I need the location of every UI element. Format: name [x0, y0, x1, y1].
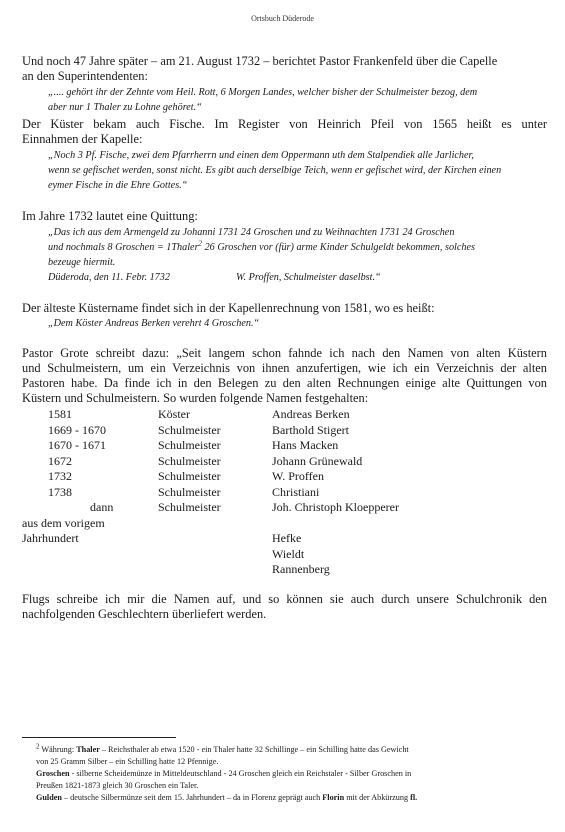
paragraph-line: nachfolgenden Geschlechtern überliefert werden.	[22, 607, 267, 621]
quote-line: eymer Fische in die Ehre Gottes.“	[48, 180, 188, 191]
quote-3	[48, 225, 548, 285]
paragraph-4: Der älteste Küstername findet sich in der Kapellenrechnung von 1581, wo es heißt:	[22, 301, 435, 315]
signature: W. Proffen, Schulmeister daselbst.“	[236, 272, 381, 283]
paragraph-line: Der Küster bekam auch Fische. Im Register von Heinrich Pfeil von 1565 heißt es unter	[22, 117, 547, 131]
footnote-line	[36, 792, 536, 804]
footnote-line	[36, 768, 536, 780]
paragraph-line: Flugs schreibe ich mir die Namen auf, und so können sie auch durch unsere Schulchronik den	[22, 592, 547, 606]
quote-line: aber nur 1 Thaler zu Lohne gehöret.“	[48, 102, 202, 113]
name-cell: Joh. Christoph Kloepperer	[272, 500, 399, 514]
name-cell: Christiani	[272, 484, 320, 499]
name-cell: Wieldt	[272, 546, 305, 561]
footnote-term: Thaler	[76, 745, 100, 754]
quote-line: „.... gehört ihr der Zehnte vom Heil. Rott, 6 Morgen Landes, welcher bisher der Schulmeister bezog, dem	[48, 87, 478, 98]
footnote-text: mit der Abkürzung	[344, 793, 411, 802]
name-cell: Barthold Stigert	[272, 422, 349, 437]
quote-line	[48, 240, 548, 255]
paragraph-6	[22, 592, 547, 622]
name-cell: Rannenberg	[272, 562, 330, 576]
quote-line: bezeuge hiermit.	[48, 257, 116, 268]
footnote-text: – deutsche Silbermünze seit dem 15. Jahrhundert – da in Florenz geprägt auch	[61, 793, 323, 802]
footnote-term: Gulden	[36, 793, 62, 802]
role-cell: Schulmeister	[158, 500, 221, 514]
footnote-line: von 25 Gramm Silber – ein Schilling hatte 12 Pfennige.	[36, 757, 219, 766]
name-cell: W. Proffen	[272, 469, 324, 483]
role-cell: Schulmeister	[158, 469, 221, 483]
era-label: Jahrhundert	[22, 531, 79, 545]
place-date: Düderoda, den 11. Febr. 1732	[48, 272, 170, 283]
year-cell: 1670 - 1671	[48, 438, 106, 452]
footnote-mark: 2	[36, 742, 40, 751]
era-label: aus dem vorigem	[22, 515, 105, 530]
role-cell: Schulmeister	[158, 453, 221, 468]
paragraph-line: Pastoren habe. Da finde ich in den Belegen zu den alten Rechnungen einige alte Quittungen von	[22, 376, 547, 390]
footnote-text: Währung:	[39, 745, 77, 754]
year-cell: 1672	[48, 453, 72, 468]
running-header: Ortsbuch Düderode	[251, 14, 314, 23]
name-cell: Hefke	[272, 531, 302, 545]
role-cell: Schulmeister	[158, 484, 221, 499]
quote-fragment: 26 Groschen vor (für) arme Kinder Schulgeldt bekommen, solches	[202, 242, 475, 253]
paragraph-line: Küstern und Schulmeistern. So wurden folgende Namen festgehalten:	[22, 391, 369, 405]
role-cell: Köster	[158, 407, 190, 421]
quote-4: „Dem Köster Andreas Berken verehrt 4 Groschen.“	[48, 318, 260, 329]
footnote-line: Preußen 1821-1873 gleich 30 Groschen ein Taler.	[36, 781, 199, 790]
role-cell: Schulmeister	[158, 422, 221, 437]
year-cell: 1738	[48, 484, 72, 499]
quote-line: wenn se gefischet werden, sonst nicht. Es gibt auch derselbige Teich, wenn er gefischet wird, der Kirchen einen	[48, 165, 502, 176]
footnote-term: fl.	[410, 793, 418, 802]
footnote	[36, 744, 536, 804]
footnote-line	[36, 744, 536, 756]
name-cell: Hans Macken	[272, 438, 339, 452]
quote-2	[48, 148, 548, 193]
footnote-ref: 2	[198, 239, 203, 248]
quote-line: „Das ich aus dem Armengeld zu Johanni 1731 24 Groschen und zu Weihnachten 1731 24 Groschen	[48, 227, 455, 238]
name-cell: Andreas Berken	[272, 407, 350, 421]
quote-signature-line	[48, 270, 548, 285]
paragraph-line: an den Superintendenten:	[22, 69, 148, 83]
footnote-term: Florin	[322, 793, 345, 802]
year-cell: 1581	[48, 407, 72, 421]
footnote-text: – Reichsthaler ab etwa 1520 - ein Thaler hatte 32 Schillinge – ein Schilling hatte das Gewicht	[99, 745, 409, 754]
paragraph-3: Im Jahre 1732 lautet eine Quittung:	[22, 209, 198, 223]
footnote-text: - silberne Scheidemünze in Mitteldeutschland - 24 Groschen gleich ein Reichstaler - Silber Groschen in	[69, 769, 412, 778]
quote-1	[48, 85, 548, 115]
year-cell: dann	[90, 500, 114, 514]
year-cell: 1732	[48, 469, 72, 483]
year-cell: 1669 - 1670	[48, 422, 106, 437]
name-cell: Johann Grünewald	[272, 453, 363, 468]
role-cell: Schulmeister	[158, 438, 221, 452]
paragraph-line: Pastor Grote schreibt dazu: „Seit langem schon fahnde ich nach den Namen von alten Küstern	[22, 346, 547, 360]
paragraph-5	[22, 346, 547, 406]
quote-line: „Noch 3 Pf. Fische, zwei dem Pfarrherrn und einen dem Oppermann uth dem Stalpendiek alle Jarlicher,	[48, 150, 474, 161]
footnote-term: Groschen	[36, 769, 70, 778]
paragraph-line: Und noch 47 Jahre später – am 21. August 1732 – berichtet Pastor Frankenfeld über die Capelle	[22, 54, 498, 68]
paragraph-1	[22, 54, 547, 84]
paragraph-line: und Schulmeistern, um ein Verzeichnis von ihnen anzufertigen, wie ich ein Verzeichnis der alten	[22, 361, 547, 375]
paragraph-line: Einnahmen der Kapelle:	[22, 132, 143, 146]
paragraph-2	[22, 117, 547, 147]
footnote-divider	[22, 737, 176, 738]
quote-fragment: und nochmals 8 Groschen = 1Thaler	[48, 242, 199, 253]
